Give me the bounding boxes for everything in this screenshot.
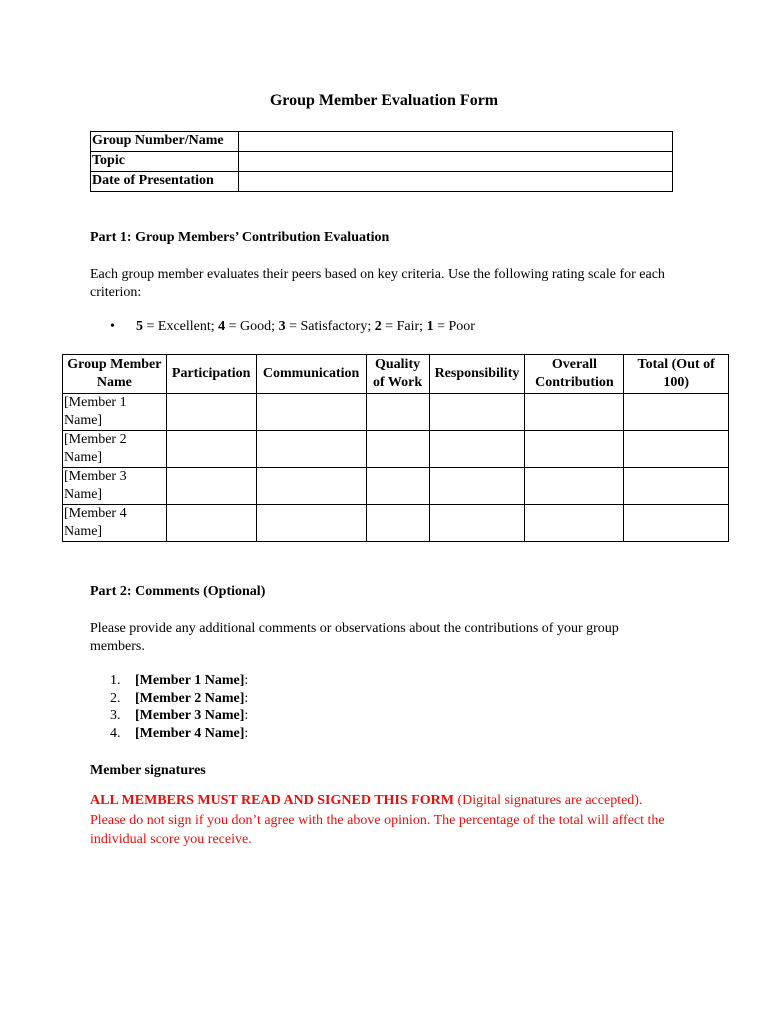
table-row [91, 152, 673, 172]
member-label: [Member 1 Name] [135, 673, 245, 688]
part2-heading: Part 2: Comments (Optional) [90, 584, 266, 599]
member-name-cell: [Member 2 Name] [63, 431, 167, 468]
list-number: 3. [110, 708, 121, 723]
table-row [91, 172, 673, 192]
evaluation-table [62, 354, 729, 542]
score-cell[interactable] [256, 394, 366, 431]
list-suffix: : [244, 690, 249, 706]
scale-score: 1 [426, 319, 434, 334]
part1-intro: Each group member evaluates their peers based on key criteria. Use the following rating scale for each criterion: [90, 267, 665, 300]
column-header: Group Member Name [63, 355, 167, 394]
scale-text: = Satisfactory; [285, 319, 375, 334]
scale-text: = Good; [225, 319, 279, 334]
info-value[interactable] [239, 132, 673, 152]
score-cell[interactable] [366, 394, 429, 431]
column-header: Overall Contribution [525, 355, 624, 394]
scale-score: 2 [374, 319, 382, 334]
scale-text: = Excellent; [143, 319, 219, 334]
score-cell[interactable] [624, 431, 729, 468]
score-cell[interactable] [525, 505, 624, 542]
list-item [110, 690, 248, 708]
score-cell[interactable] [624, 468, 729, 505]
info-value[interactable] [239, 152, 673, 172]
score-cell[interactable] [429, 394, 525, 431]
member-label: [Member 4 Name] [135, 725, 245, 741]
score-cell[interactable] [429, 431, 525, 468]
part1-heading: Part 1: Group Members’ Contribution Evaluation [90, 230, 390, 245]
scale-score: 5 [136, 319, 143, 334]
group-info-table [90, 131, 673, 192]
signature-notice [90, 791, 680, 850]
table-row [91, 132, 673, 152]
list-number: 1. [110, 673, 121, 688]
list-number: 2. [110, 690, 121, 706]
table-header-row [63, 355, 729, 394]
list-item [110, 672, 248, 690]
member-label: [Member 2 Name] [135, 690, 245, 706]
scale-score: 4 [218, 319, 226, 334]
score-cell[interactable] [366, 505, 429, 542]
list-item [110, 725, 248, 743]
member-name-cell: [Member 3 Name] [63, 468, 167, 505]
score-cell[interactable] [256, 505, 366, 542]
member-name-cell: [Member 4 Name] [63, 505, 167, 542]
part2-intro: Please provide any additional comments or observations about the contributions of your group members. [90, 621, 619, 654]
list-item [110, 707, 248, 725]
member-name-cell: [Member 1 Name] [63, 394, 167, 431]
column-header: Responsibility [429, 355, 525, 394]
column-header: Total (Out of 100) [624, 355, 729, 394]
score-cell[interactable] [256, 468, 366, 505]
table-row [63, 394, 729, 431]
score-cell[interactable] [525, 431, 624, 468]
scale-text: = Poor [433, 319, 475, 334]
scale-text: = Fair; [381, 319, 427, 334]
score-cell[interactable] [624, 505, 729, 542]
page-title: Group Member Evaluation Form [269, 92, 499, 109]
comments-list [110, 672, 248, 742]
score-cell[interactable] [166, 431, 256, 468]
score-cell[interactable] [429, 505, 525, 542]
score-cell[interactable] [166, 505, 256, 542]
score-cell[interactable] [525, 468, 624, 505]
list-suffix: : [244, 673, 249, 688]
list-suffix: : [244, 725, 249, 741]
score-cell[interactable] [624, 394, 729, 431]
table-row [63, 505, 729, 542]
info-value[interactable] [239, 172, 673, 192]
column-header: Participation [166, 355, 256, 394]
member-label: [Member 3 Name] [135, 708, 245, 723]
signatures-heading: Member signatures [90, 763, 206, 778]
table-row [63, 431, 729, 468]
score-cell[interactable] [166, 468, 256, 505]
info-label: Date of Presentation [91, 172, 239, 192]
score-cell[interactable] [429, 468, 525, 505]
score-cell[interactable] [525, 394, 624, 431]
score-cell[interactable] [366, 431, 429, 468]
notice-bold: ALL MEMBERS MUST READ AND SIGNED THIS FORM [90, 793, 454, 808]
info-label: Group Number/Name [91, 132, 239, 152]
table-row [63, 468, 729, 505]
bullet-icon: • [110, 319, 115, 334]
rating-scale [110, 318, 475, 336]
score-cell[interactable] [366, 468, 429, 505]
notice-text: (Digital signatures are accepted). Please do not sign if you don’t agree with the above opinion. The percentage of the total will affect the individual score you receive. [90, 793, 665, 847]
score-cell[interactable] [256, 431, 366, 468]
column-header: Communication [256, 355, 366, 394]
info-label: Topic [91, 152, 239, 172]
column-header: Quality of Work [366, 355, 429, 394]
scale-score: 3 [278, 319, 286, 334]
list-number: 4. [110, 725, 121, 741]
list-suffix: : [244, 708, 249, 723]
score-cell[interactable] [166, 394, 256, 431]
